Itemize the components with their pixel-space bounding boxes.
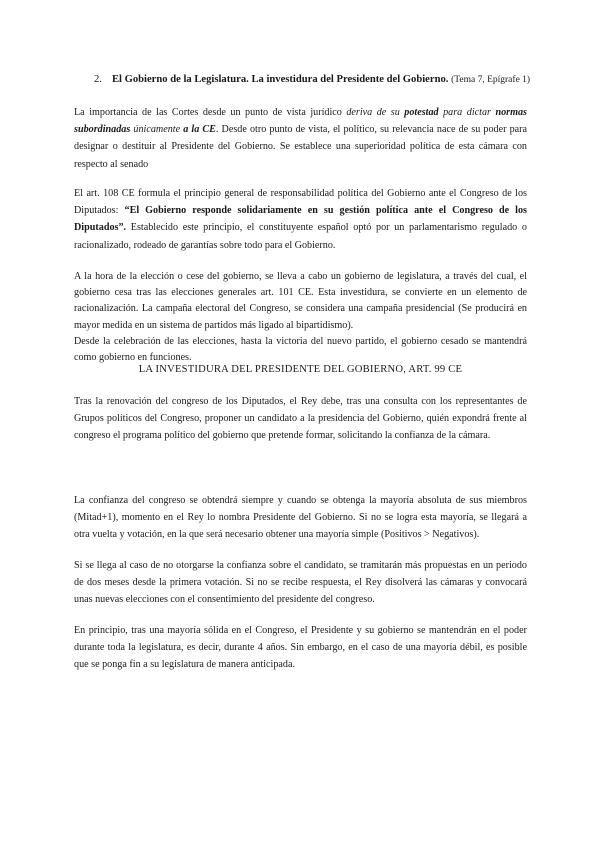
p1-text-g: a la CE xyxy=(183,124,216,136)
p2-quote: “El Gobierno responde solidariamente en su gestión política ante el Congreso de los Diputados”. xyxy=(74,205,527,234)
heading-title: El Gobierno de la Legislatura. La investidura del Presidente del Gobierno. xyxy=(111,74,449,85)
paragraph-art-108 xyxy=(74,185,527,254)
paragraph-gobierno-en-funciones: Desde la celebración de las elecciones, hasta la victoria del nuevo partido, el gobierno cesado se mantendrá como gobierno en funciones. xyxy=(74,336,527,364)
p1-text-e: normas subordinadas xyxy=(74,107,527,136)
p1-text-b: deriva de su xyxy=(346,107,405,118)
section-heading xyxy=(94,73,554,87)
p2-text-c: Establecido este principio, el constituyente español optó por un parlamentarismo regulado o racionalizado, rodeado de garantías sobre todo para el Gobierno. xyxy=(74,222,527,251)
heading-note: (Tema 7, Epígrafe 1) xyxy=(451,75,531,85)
p1-text-c: potestad xyxy=(404,107,439,118)
p1-text-a: La importancia de las Cortes desde un punto de vista jurídico xyxy=(74,107,347,118)
paragraph-eleccion: A la hora de la elección o cese del gobierno, se lleva a cabo un gobierno de legislatura, a través del cual, el gobierno cesa tras las elecciones generales art. 101 CE. Esta investidura, se convierte en un elemento de racionalización. La campaña electoral del Congreso, se considera una campaña presidencial (Se producirá en mayor medida en un sistema de partidos más ligado al bipartidismo). xyxy=(74,271,527,331)
paragraph-confianza: La confianza del congreso se obtendrá siempre y cuando se obtenga la mayoría absoluta de sus miembros (Mitad+1), momento en el Rey lo nombra Presidente del Gobierno. Si no se logra esta mayoría, se llegará a otra vuelta y votación, en la que será necesario obtener una mayoría simple (Positivos > Negativos). xyxy=(74,495,527,541)
p2-text-a: El art. 108 CE formula el principio general de responsabilidad política del Gobierno ante el Congreso de los Diputados: xyxy=(74,188,527,217)
p1-text-d: para dictar xyxy=(438,107,496,118)
paragraph-no-confianza: Si se llega al caso de no otorgarse la confianza sobre el candidato, se tramitarán más propuestas en un periodo de dos meses desde la primera votación. Si no se recibe respuesta, el Rey disolverá las cámaras y convocará unas nuevas elecciones con el consentimiento del presidente del congreso. xyxy=(74,560,527,606)
paragraph-renovacion: Tras la renovación del congreso de los Diputados, el Rey debe, tras una consulta con los representantes de Grupos políticos del Congreso, proponer un candidato a la presidencia del Gobierno, quién expondrá frente al congreso el programa político del gobierno que pretende formar, solicitando la confianza de la cámara. xyxy=(74,396,527,442)
p1-text-h: . Desde otro punto de vista, el político, su relevancia nace de su poder para designar o destituir al Presidente del Gobierno. Se establece una superioridad política de esta cámara con respecto al senado xyxy=(74,124,527,170)
p1-text-f: únicamente xyxy=(130,124,184,136)
paragraph-importance xyxy=(74,104,527,173)
section-title: LA INVESTIDURA DEL PRESIDENTE DEL GOBIERNO, ART. 99 CE xyxy=(138,364,463,375)
paragraph-mayoria: En principio, tras una mayoría sólida en el Congreso, el Presidente y su gobierno se mantendrán en el poder durante toda la legislatura, es decir, durante 4 años. Sin embargo, en el caso de una mayoría débil, es posible que se ponga fin a su legislatura de manera anticipada. xyxy=(74,625,527,671)
heading-number: 2. xyxy=(94,74,102,85)
